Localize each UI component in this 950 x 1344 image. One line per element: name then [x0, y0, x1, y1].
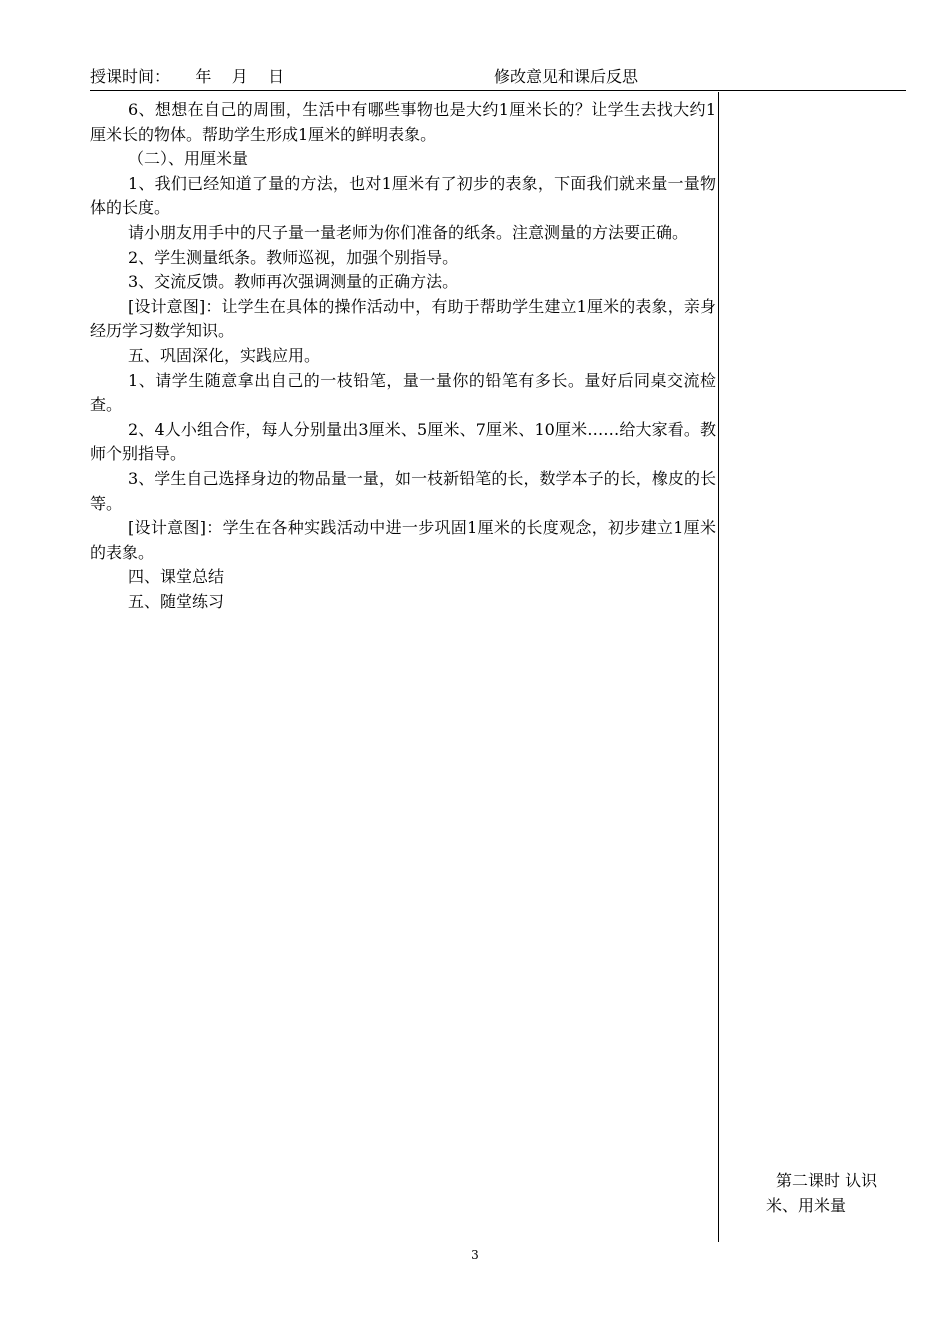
lesson-time-label: 授课时间： 年 月 日 — [90, 67, 285, 86]
paragraph: 3、交流反馈。教师再次强调测量的正确方法。 — [128, 272, 459, 292]
paragraph: 6、想想在自己的周围，生活中有哪些事物也是大约1厘米长的？让学生去找大约1厘米长的物体。帮助学生形成1厘米的鲜明表象。 — [90, 100, 716, 144]
side-note — [766, 1168, 906, 1218]
paragraph: （二）、用厘米量 — [128, 149, 249, 169]
paragraph: 3、学生自己选择身边的物品量一量，如一枝新铅笔的长，数学本子的长，橡皮的长等。 — [90, 468, 716, 513]
paragraph: [设计意图]：学生在各种实践活动中进一步巩固1厘米的长度观念，初步建立1厘米的表象。 — [90, 518, 716, 562]
paragraph: 2、学生测量纸条。教师巡视，加强个别指导。 — [128, 247, 459, 267]
lesson-content — [90, 98, 716, 614]
paragraph: [设计意图]：让学生在具体的操作活动中，有助于帮助学生建立1厘米的表象，亲身经历学习数学知识。 — [90, 296, 716, 341]
page-header — [90, 66, 906, 91]
paragraph: 2、4人小组合作，每人分别量出3厘米、5厘米、7厘米、10厘米……给大家看。教师个别指导。 — [90, 419, 716, 464]
paragraph: 请小朋友用手中的尺子量一量老师为你们准备的纸条。注意测量的方法要正确。 — [128, 222, 689, 242]
paragraph: 1、我们已经知道了量的方法，也对1厘米有了初步的表象，下面我们就来量一量物体的长度。 — [90, 173, 716, 218]
paragraph: 四、课堂总结 — [128, 567, 225, 587]
revision-notes-label: 修改意见和课后反思 — [494, 67, 639, 86]
side-note-text: 第二课时 认识米、用米量 — [766, 1171, 878, 1215]
column-divider — [718, 92, 719, 1242]
paragraph: 1、请学生随意拿出自己的一枝铅笔，量一量你的铅笔有多长。量好后同桌交流检查。 — [90, 370, 716, 415]
paragraph: 五、巩固深化，实践应用。 — [128, 345, 321, 365]
paragraph: 五、随堂练习 — [128, 591, 225, 611]
page-number: 3 — [471, 1248, 479, 1262]
